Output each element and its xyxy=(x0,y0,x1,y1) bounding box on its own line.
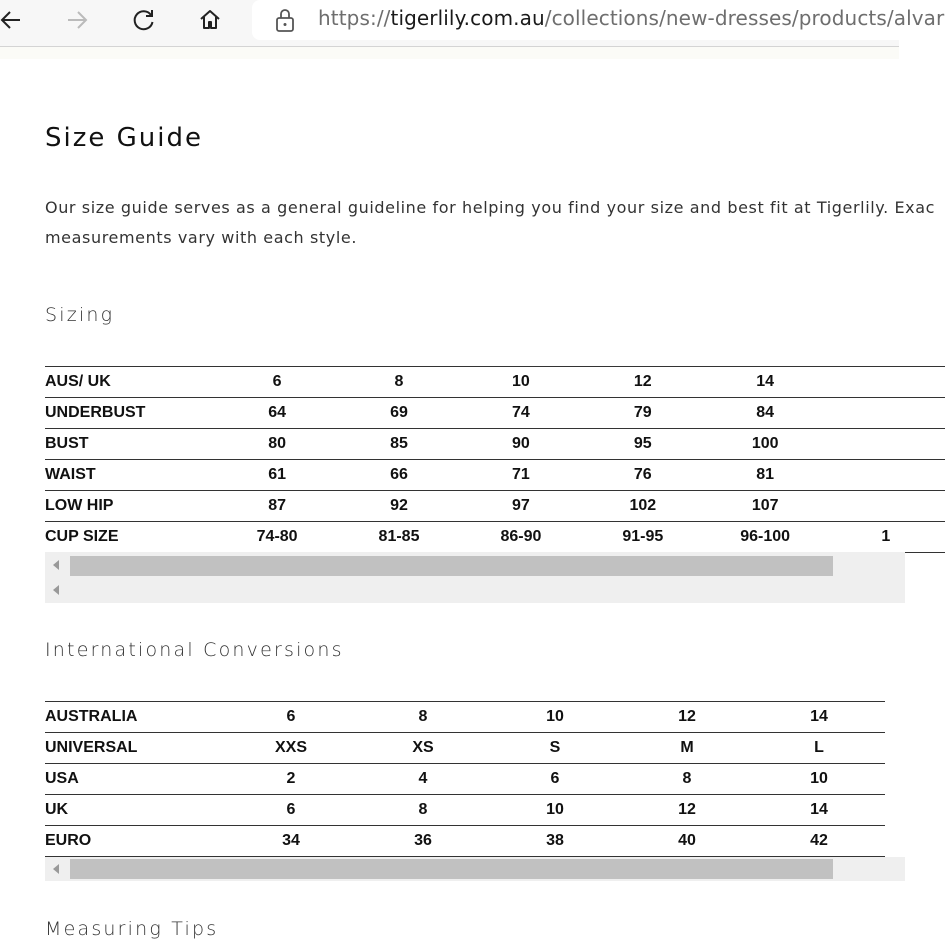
table-cell: 6 xyxy=(216,367,338,398)
table-cell: 12 xyxy=(621,795,753,826)
table-cell: 12 xyxy=(621,702,753,733)
scrollbar-thumb[interactable] xyxy=(70,859,833,879)
forward-arrow-icon xyxy=(64,7,90,33)
back-arrow-icon xyxy=(0,7,24,33)
table-cell: 10 xyxy=(489,795,621,826)
table-row xyxy=(45,795,885,826)
reload-button[interactable] xyxy=(125,4,163,36)
table-cell: 6 xyxy=(225,702,357,733)
table-cell: 74-80 xyxy=(216,522,338,553)
table-cell: 10 xyxy=(489,702,621,733)
table-cell: 10 xyxy=(753,764,885,795)
table-row xyxy=(45,398,945,429)
table-cell: 69 xyxy=(338,398,460,429)
table-cell: 76 xyxy=(582,460,704,491)
table-cell: 12 xyxy=(582,367,704,398)
page-top-strip xyxy=(0,47,899,59)
table-cell: 14 xyxy=(753,795,885,826)
row-label: CUP SIZE xyxy=(45,522,216,553)
table-row xyxy=(45,460,945,491)
scrollbar-thumb[interactable] xyxy=(70,556,833,576)
table-cell: 4 xyxy=(357,764,489,795)
table-cell: XXS xyxy=(225,733,357,764)
table-cell: 64 xyxy=(216,398,338,429)
table-row xyxy=(45,522,945,553)
table-cell: 71 xyxy=(460,460,582,491)
measuring-tips-title: Measuring Tips xyxy=(45,918,219,940)
table-cell xyxy=(827,367,945,398)
row-label: AUS/ UK xyxy=(45,367,216,398)
home-icon xyxy=(197,7,223,33)
table-cell: 85 xyxy=(338,429,460,460)
back-button[interactable] xyxy=(0,4,30,36)
table-cell: 90 xyxy=(460,429,582,460)
table-cell: 42 xyxy=(753,826,885,857)
table-row xyxy=(45,702,885,733)
table-cell: 66 xyxy=(338,460,460,491)
table-row xyxy=(45,733,885,764)
table-cell: 81 xyxy=(704,460,827,491)
table-cell: 107 xyxy=(704,491,827,522)
row-label: UNDERBUST xyxy=(45,398,216,429)
table-cell: 6 xyxy=(225,795,357,826)
table-cell: 87 xyxy=(216,491,338,522)
table-cell: 100 xyxy=(704,429,827,460)
table-cell: 61 xyxy=(216,460,338,491)
table-row xyxy=(45,764,885,795)
row-label: UNIVERSAL xyxy=(45,733,225,764)
row-label: EURO xyxy=(45,826,225,857)
conversions-table xyxy=(45,701,885,857)
intro-text: Our size guide serves as a general guideline for helping you find your size and best fit at Tigerlily. Exac measurements vary with each style. xyxy=(45,198,936,247)
row-label: BUST xyxy=(45,429,216,460)
table-cell: 79 xyxy=(582,398,704,429)
row-label: LOW HIP xyxy=(45,491,216,522)
conversions-title: International Conversions xyxy=(45,639,344,661)
table-cell: L xyxy=(753,733,885,764)
row-label: WAIST xyxy=(45,460,216,491)
url-text: https://tigerlily.com.au/collections/new-dresses/products/alvar xyxy=(318,6,945,30)
row-label: UK xyxy=(45,795,225,826)
browser-toolbar xyxy=(0,0,945,47)
sizing-title: Sizing xyxy=(45,304,115,326)
sizing-table xyxy=(45,366,945,553)
forward-button[interactable] xyxy=(58,4,96,36)
table-cell: 1 xyxy=(827,522,945,553)
home-button[interactable] xyxy=(191,4,229,36)
table-cell: XS xyxy=(357,733,489,764)
table-row xyxy=(45,367,945,398)
table-cell: 81-85 xyxy=(338,522,460,553)
table-cell xyxy=(827,429,945,460)
table-cell: 8 xyxy=(338,367,460,398)
table-cell xyxy=(827,398,945,429)
table-cell: 38 xyxy=(489,826,621,857)
table-cell: 6 xyxy=(489,764,621,795)
table-cell: 36 xyxy=(357,826,489,857)
scroll-left-arrow-icon[interactable] xyxy=(53,560,59,570)
table-cell: 97 xyxy=(460,491,582,522)
row-label: USA xyxy=(45,764,225,795)
table-cell: 86-90 xyxy=(460,522,582,553)
table-cell: 96-100 xyxy=(704,522,827,553)
table-cell: 92 xyxy=(338,491,460,522)
table-cell: 84 xyxy=(704,398,827,429)
sizing-table-scrollbar[interactable] xyxy=(45,552,905,603)
reload-icon xyxy=(131,7,157,33)
table-cell: 14 xyxy=(704,367,827,398)
table-cell: 14 xyxy=(753,702,885,733)
table-cell: 8 xyxy=(621,764,753,795)
table-cell: 10 xyxy=(460,367,582,398)
table-cell: 34 xyxy=(225,826,357,857)
table-cell xyxy=(827,460,945,491)
table-cell: 8 xyxy=(357,702,489,733)
table-row xyxy=(45,826,885,857)
table-cell: M xyxy=(621,733,753,764)
table-row xyxy=(45,491,945,522)
conversions-table-scrollbar[interactable] xyxy=(45,857,905,881)
table-cell: 8 xyxy=(357,795,489,826)
table-cell xyxy=(827,491,945,522)
scroll-left-arrow-icon[interactable] xyxy=(53,864,59,874)
table-cell: 95 xyxy=(582,429,704,460)
lock-icon xyxy=(274,7,296,33)
scroll-left-arrow-icon[interactable] xyxy=(53,585,59,595)
table-cell: 2 xyxy=(225,764,357,795)
table-row xyxy=(45,429,945,460)
address-bar[interactable] xyxy=(252,0,945,40)
page-title: Size Guide xyxy=(45,123,203,153)
table-cell: 80 xyxy=(216,429,338,460)
table-cell: 74 xyxy=(460,398,582,429)
table-cell: 102 xyxy=(582,491,704,522)
table-cell: S xyxy=(489,733,621,764)
table-cell: 91-95 xyxy=(582,522,704,553)
table-cell: 40 xyxy=(621,826,753,857)
row-label: AUSTRALIA xyxy=(45,702,225,733)
